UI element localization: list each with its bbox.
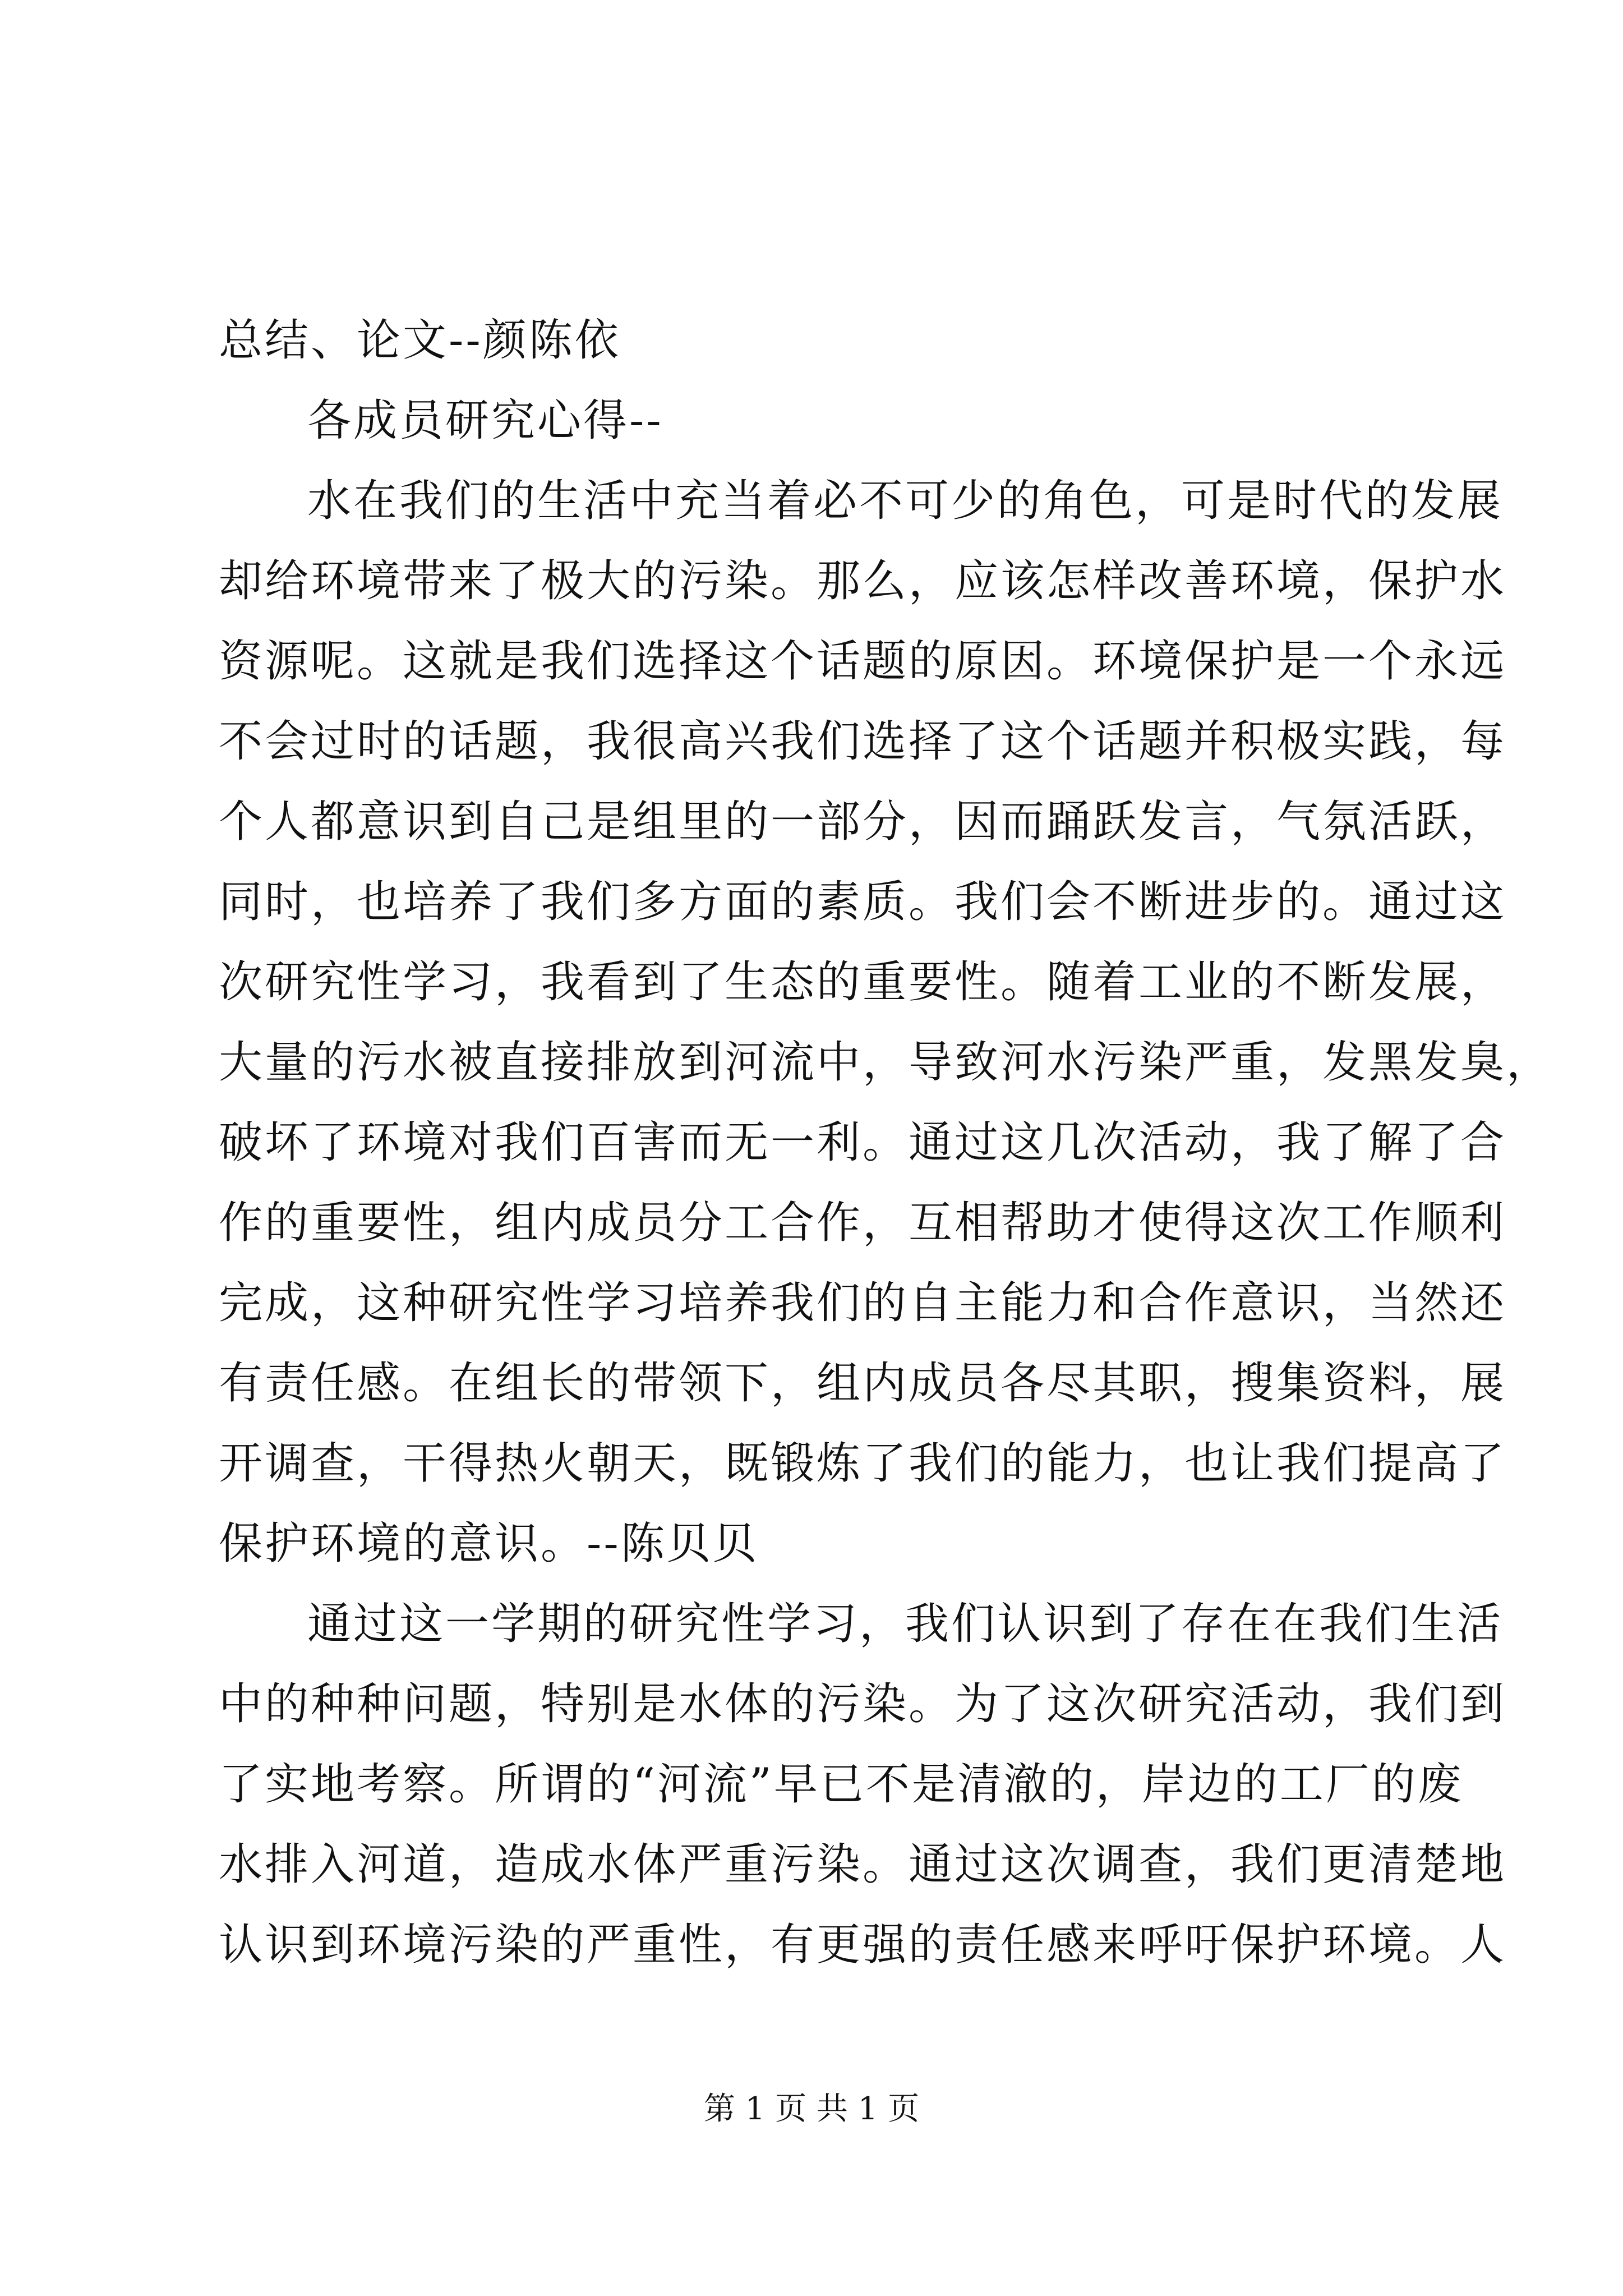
- page-number-footer: 第 1 页 共 1 页: [703, 2091, 920, 2127]
- paragraph-line: 通过这一学期的研究性学习，我们认识到了存在在我们生活: [307, 1599, 1504, 1649]
- paragraph-line: 个人都意识到自己是组里的一部分，因而踊跃发言，气氛活跃，: [219, 797, 1507, 847]
- paragraph-line: 完成，这种研究性学习培养我们的自主能力和合作意识，当然还: [219, 1278, 1507, 1328]
- paragraph-line: 同时，也培养了我们多方面的素质。我们会不断进步的。通过这: [219, 877, 1507, 927]
- document-body: [219, 301, 1553, 1985]
- paragraph-line: 中的种种问题，特别是水体的污染。为了这次研究活动，我们到: [219, 1679, 1507, 1729]
- paragraph-line: 水在我们的生活中充当着必不可少的角色，可是时代的发展: [307, 476, 1504, 526]
- paragraph-line: 保护环境的意识。--陈贝贝: [219, 1519, 759, 1569]
- paragraph-line: 却给环境带来了极大的污染。那么，应该怎样改善环境，保护水: [219, 556, 1507, 606]
- paragraph-line: 有责任感。在组长的带领下，组内成员各尽其职，搜集资料，展: [219, 1358, 1507, 1409]
- paragraph-line: 资源呢。这就是我们选择这个话题的原因。环境保护是一个永远: [219, 636, 1507, 687]
- paragraph-line: 次研究性学习，我看到了生态的重要性。随着工业的不断发展，: [219, 957, 1507, 1007]
- paragraph-line: 破坏了环境对我们百害而无一利。通过这几次活动，我了解了合: [219, 1117, 1507, 1168]
- paragraph-line: 作的重要性，组内成员分工合作，互相帮助才使得这次工作顺利: [219, 1198, 1507, 1248]
- section-heading: 各成员研究心得--: [307, 395, 663, 446]
- paragraph-line: 开调查，干得热火朝天，既锻炼了我们的能力，也让我们提高了: [219, 1438, 1507, 1489]
- paragraph-line: 水排入河道，造成水体严重污染。通过这次调查，我们更清楚地: [219, 1839, 1507, 1890]
- paragraph-line: 认识到环境污染的严重性，有更强的责任感来呼吁保护环境。人: [219, 1920, 1507, 1970]
- paragraph-line: 不会过时的话题，我很高兴我们选择了这个话题并积极实践，每: [219, 716, 1507, 767]
- heading-line: 总结、论文--颜陈依: [219, 315, 621, 366]
- paragraph-line: 了实地考察。所谓的“河流”早已不是清澈的，岸边的工厂的废: [219, 1759, 1464, 1810]
- paragraph-line: 大量的污水被直接排放到河流中，导致河水污染严重，发黑发臭，: [219, 1037, 1553, 1088]
